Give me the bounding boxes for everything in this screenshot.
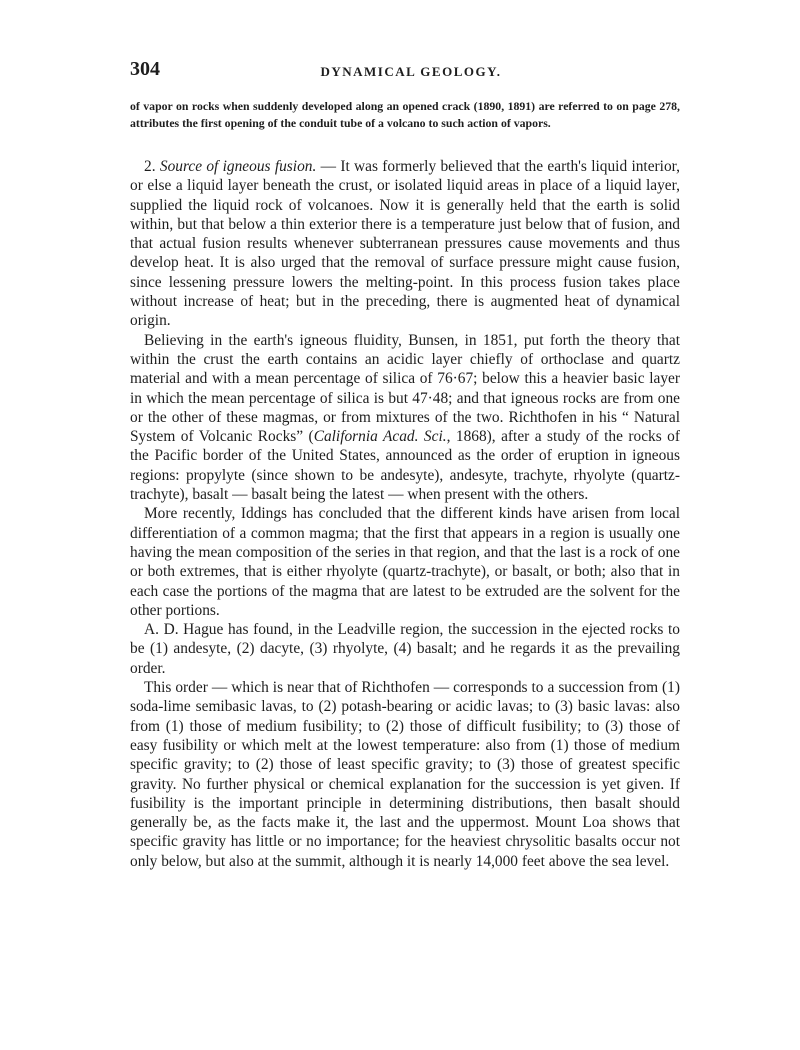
paragraph-iddings: More recently, Iddings has concluded that the different kinds have arisen from local differentiation of a common magma; that the first that appears in a region is usually one having the mean composition of the series in that region, and that the last is a rock of one or both extremes, that is either rhyolyte (quartz-trachyte), or basalt, or both; also that in each case the portions of the magma that are latest to be extruded are the solvent for the other portions.	[130, 505, 680, 619]
citation: California Acad. Sci.	[313, 428, 447, 446]
section-number: 2.	[144, 158, 156, 175]
paragraph-order: This order — which is near that of Richthofen — corresponds to a succession from (1) soda-lime semibasic lavas, to (2) potash-bearing or acidic lavas; to (3) basic lavas: also from (1) those of medium fusibility; to (2) those of difficult fusibility; to (3) those of easy fusibility or which melt at the lowest temperature: also from (1) those of medium specific gravity; to (2) those of least specific gravity; to (3) those of greatest specific gravity. No further physical or chemical explanation for the succession is yet given. If fusibility is the important principle in determining distributions, then basalt should generally be, as the facts make it, the last and the uppermost. Mount Loa shows that specific gravity has little or no importance; for the heaviest chrysolitic basalts occur not only below, but also at the summit, although it is nearly 14,000 feet above the sea level.	[130, 679, 680, 870]
paragraph-text: Believing in the earth's igneous fluidity, Bunsen, in 1851, put forth the theory that within the crust the earth contains an acidic layer chiefly of orthoclase and quartz material and with a mean percentage of silica of 76·67; below this a heavier basic layer in which the mean percentage of silica is but 47·48; and that igneous rocks are from one or the other of these magmas, or from mixtures of the two. Richthofen in his “ Natural System of Volcanic Rocks” (	[130, 331, 680, 446]
body-text	[130, 157, 680, 871]
paragraph-text: , 1868), after a study of the rocks of the Pacific border of the United States, announced as the order of eruption in igneous regions: propylyte (since shown to be andesyte), andesyte, trachyte, rhyolyte (quartz-trachyte), basalt — basalt being the latest — when present with the others.	[130, 428, 680, 504]
page-header	[130, 58, 680, 82]
footnote-continuation: of vapor on rocks when suddenly developed along an opened crack (1890, 1891) are referred to on page 278, attributes the first opening of the conduit tube of a volcano to such action of vapors.	[130, 99, 680, 130]
page-number: 304	[130, 58, 160, 80]
section-text: — It was formerly believed that the earth's liquid interior, or else a liquid layer beneath the crust, or isolated liquid areas in place of a liquid layer, supplied the liquid rock of volcanoes. Now it is generally held that the earth is solid within, but that below a thin exterior there is a temperature just below that of fusion, and that actual fusion results whenever subterranean pressures cause movements and thus develop heat. It is also urged that the removal of surface pressure might cause fusion, since lessening pressure lowers the melting-point. In this process fusion takes place without increase of heat; but in the preceding, there is augmented heat of dynamical origin.	[130, 158, 680, 330]
paragraph-hague: A. D. Hague has found, in the Leadville region, the succession in the ejected rocks to be (1) andesyte, (2) dacyte, (3) rhyolyte, (4) basalt; and he regards it as the prevailing order.	[130, 621, 680, 677]
running-head: DYNAMICAL GEOLOGY.	[320, 64, 502, 79]
section-heading: Source of igneous fusion.	[159, 158, 317, 175]
paragraph-source-of-igneous-fusion	[130, 157, 680, 331]
paragraph-bunsen-richthofen	[130, 331, 680, 505]
